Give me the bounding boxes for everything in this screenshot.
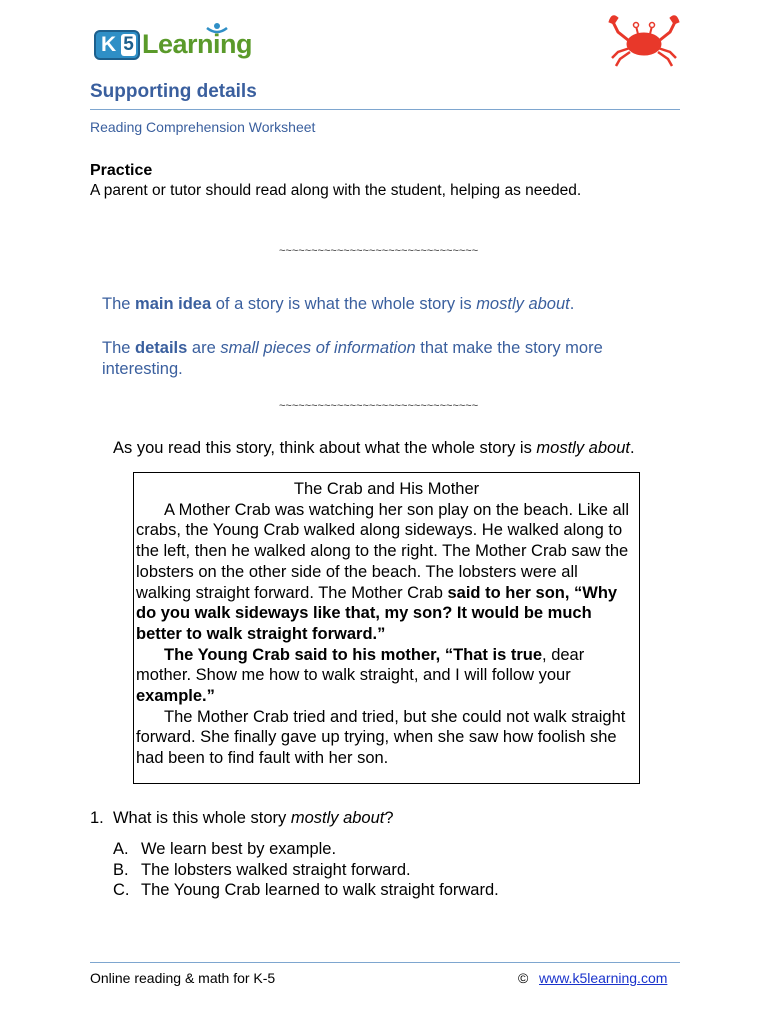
instruction-pre: As you read this story, think about what the whole story is [113, 439, 537, 457]
main-idea-post: . [569, 295, 575, 313]
logo-wordmark: Learning [142, 29, 253, 59]
story-p1-text: A Mother Crab was watching her son play on the beach. Like all crabs, the Young Crab walked along sideways. He walked along to the left, then he walked along to the right. The Mother Crab saw the lobsters on the other side of the beach. The lobsters were all walking straight forward. The Mother Crab [136, 500, 630, 602]
story-paragraph-3: The Mother Crab tried and tried, but she could not walk straight forward. She finally gave up trying, when she saw how foolish she had been to find fault with her son. [136, 707, 626, 768]
option-letter: A. [113, 840, 129, 858]
reading-instruction [113, 439, 635, 458]
answer-option-a[interactable] [113, 839, 499, 860]
details-term: details [135, 339, 188, 357]
footer-tagline: Online reading & math for K-5 [90, 970, 276, 986]
story-title: The Crab and His Mother [293, 480, 480, 498]
option-text: We learn best by example. [141, 840, 337, 858]
details-post: that make the story more interesting. [102, 339, 603, 378]
option-text: The lobsters walked straight forward. [141, 860, 411, 879]
question-pre: What is this whole story [112, 809, 291, 827]
answer-option-b[interactable] [113, 860, 499, 881]
story-paragraph-2 [136, 645, 637, 707]
details-definition [102, 338, 662, 379]
page-title: Supporting details [90, 81, 257, 102]
option-letter: C. [113, 881, 130, 899]
story-box [133, 472, 640, 784]
crab-icon [608, 12, 680, 68]
practice-heading: Practice [90, 162, 153, 179]
details-pre: The [102, 339, 136, 357]
story-p1-quote: said to her son, “Why do you walk sideways like that, my son? It would be much better to walk straight forward.” [136, 583, 618, 643]
question-post: ? [384, 809, 394, 827]
footer-website-link[interactable]: www.k5learning.com [539, 970, 668, 986]
option-letter: B. [113, 860, 129, 879]
person-icon [204, 22, 230, 38]
question-1 [90, 809, 394, 828]
details-emphasis: small pieces of information [220, 339, 416, 357]
logo-badge-5: 5 [121, 34, 136, 56]
story-p2-end: example.” [136, 687, 215, 706]
separator-1: ~~~~~~~~~~~~~~~~~~~~~~~~~~~~~~~ [279, 245, 479, 257]
logo-badge-k: K [101, 33, 117, 56]
page-subtitle: Reading Comprehension Worksheet [90, 119, 316, 135]
logo-badge [94, 30, 140, 60]
answer-options [113, 839, 499, 901]
instruction-post: . [629, 439, 635, 457]
main-idea-term: main idea [135, 295, 212, 313]
option-text: The Young Crab learned to walk straight forward. [141, 881, 499, 899]
main-idea-emphasis: mostly about [476, 295, 570, 313]
question-emphasis: mostly about [290, 809, 385, 827]
separator-2: ~~~~~~~~~~~~~~~~~~~~~~~~~~~~~~~ [279, 400, 479, 412]
main-idea-pre: The [102, 295, 136, 313]
title-divider [90, 109, 680, 110]
story-p2-quote: The Young Crab said to his mother, “That is true [164, 645, 543, 664]
story-paragraph-1 [136, 500, 637, 645]
practice-text: A parent or tutor should read along with the student, helping as needed. [90, 182, 582, 199]
instruction-emphasis: mostly about [536, 439, 630, 457]
copyright-symbol: © [518, 970, 529, 986]
footer-divider [90, 962, 680, 963]
details-mid: are [187, 339, 221, 357]
main-idea-definition [102, 295, 574, 314]
story-p2-text: , dear mother. Show me how to walk straight, and I will follow your [136, 645, 585, 685]
k5-learning-logo[interactable] [94, 22, 264, 66]
main-idea-mid: of a story is what the whole story is [211, 295, 477, 313]
answer-option-c[interactable] [113, 880, 499, 901]
question-number: 1. [90, 809, 104, 827]
